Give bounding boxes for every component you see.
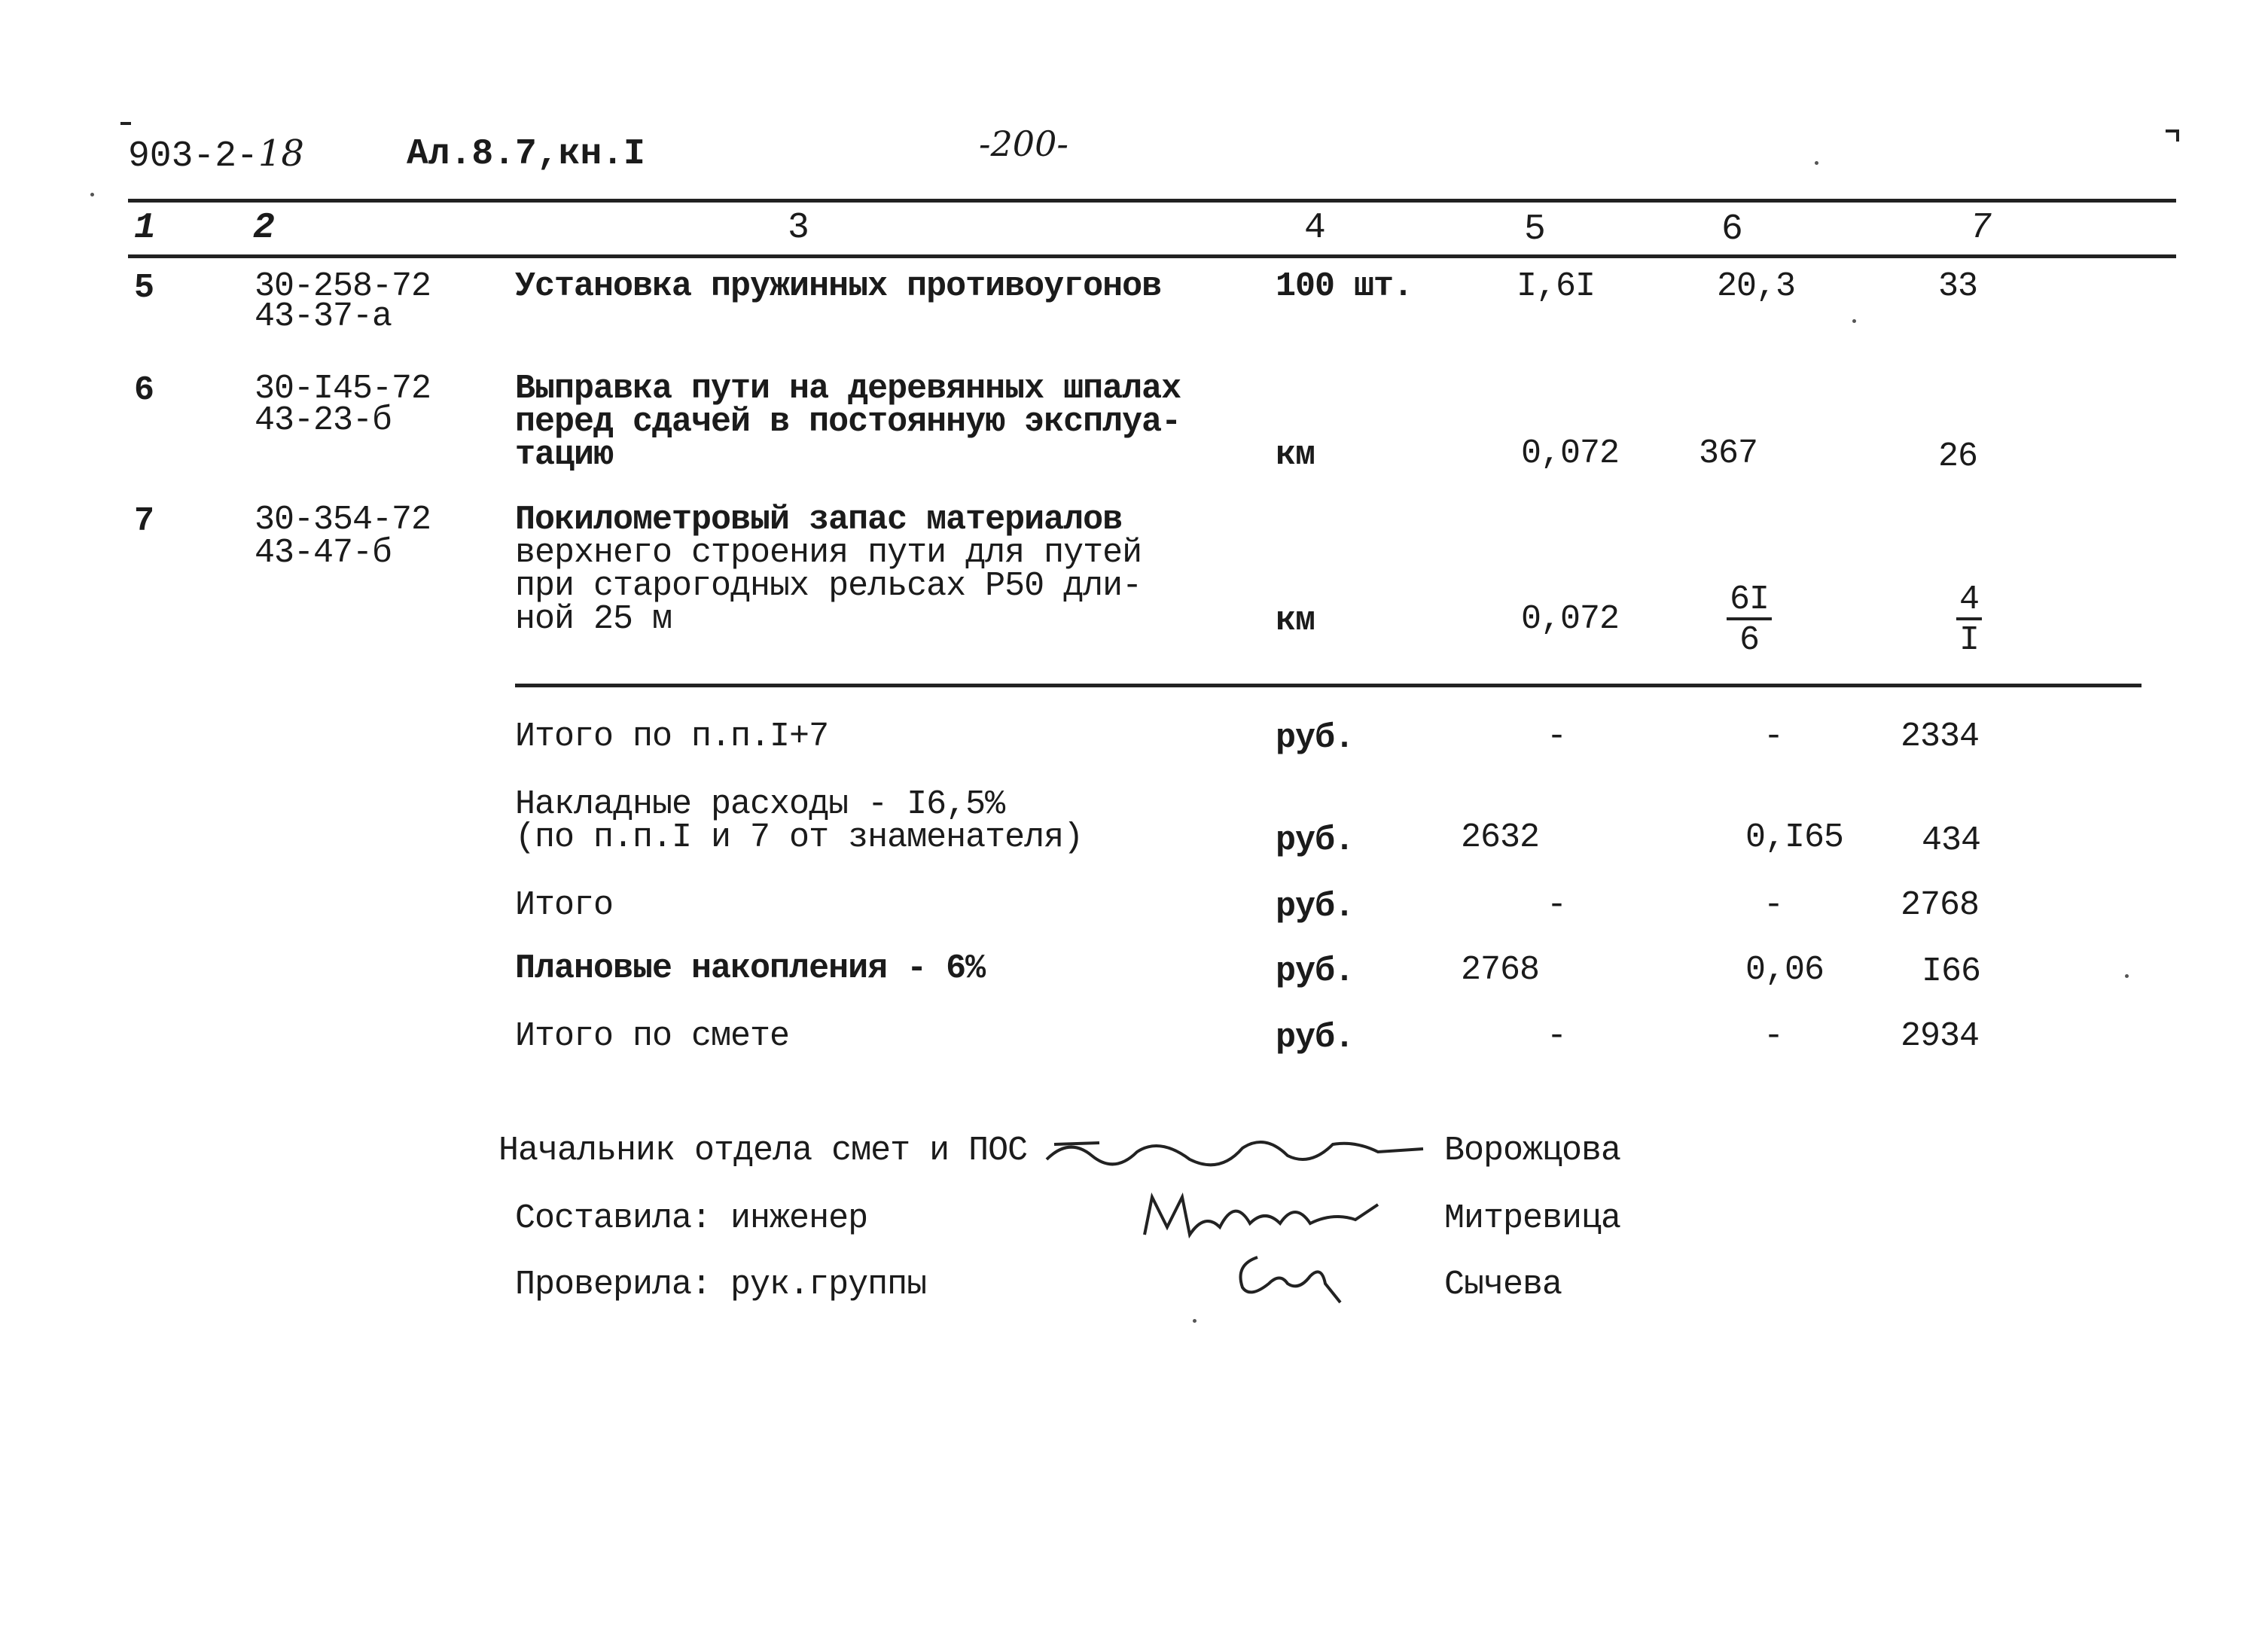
row-code-secondary: 43-47-б [255, 534, 392, 572]
scan-speck [1815, 161, 1818, 165]
row-unit: 100 шт. [1276, 267, 1413, 306]
summary-base: - [1547, 886, 1567, 925]
summary-unit: руб. [1276, 1019, 1355, 1057]
row-quantity: I,6I [1517, 267, 1596, 306]
summary-rate: 0,06 [1745, 951, 1824, 989]
row-description-line: тацию [515, 436, 614, 474]
row-quantity: 0,072 [1521, 434, 1620, 473]
column-number: 6 [1721, 209, 1743, 250]
summary-unit: руб. [1276, 821, 1355, 860]
signature-role: Составила: инженер [515, 1199, 868, 1238]
summary-label-line: Итого по смете [515, 1017, 790, 1056]
row-unit: км [1276, 436, 1315, 474]
corner-mark-left [120, 122, 131, 125]
fraction-numerator: 6I [1727, 583, 1772, 620]
signature-name: Ворожцова [1444, 1132, 1621, 1170]
row-description-line: перед сдачей в постоянную эксплуа- [515, 403, 1181, 441]
handwritten-signature [1227, 1242, 1355, 1310]
column-number: 1 [134, 208, 156, 248]
summary-label-line: Итого [515, 886, 614, 925]
signature-name: Сычева [1444, 1266, 1562, 1304]
album-reference: Ал.8.7,кн.I [407, 134, 645, 175]
signature-role: Проверила: рук.группы [515, 1266, 927, 1304]
column-number: 7 [1970, 208, 1992, 248]
document-code [128, 133, 304, 177]
document-code-typed: 903-2- [128, 136, 258, 177]
summary-label-line: (по п.п.I и 7 от знаменателя) [515, 818, 1084, 857]
row-number: 6 [134, 371, 154, 410]
row-unit-price: 367 [1699, 434, 1758, 473]
row-quantity: 0,072 [1521, 600, 1620, 638]
document-code-handwritten: 18 [258, 133, 304, 175]
handwritten-signature [1137, 1182, 1393, 1250]
row-unit-price-fraction [1714, 580, 1785, 660]
column-number: 5 [1524, 209, 1546, 250]
row-number: 5 [134, 269, 154, 307]
summary-amount: 2334 [1901, 717, 1980, 756]
summary-label-line: Плановые накопления - 6% [515, 949, 986, 988]
signature-name: Митревица [1444, 1199, 1621, 1238]
scan-speck [2125, 974, 2129, 978]
fraction-denominator: 6 [1739, 621, 1759, 660]
row-unit-price: 20,3 [1717, 267, 1796, 306]
row-unit: км [1276, 602, 1315, 640]
summary-rule [515, 684, 2141, 687]
scan-speck [1852, 319, 1856, 323]
scan-speck [1193, 1319, 1196, 1323]
summary-amount: 2768 [1901, 886, 1980, 925]
summary-rate: 0,I65 [1745, 818, 1844, 857]
column-number: 4 [1304, 208, 1326, 248]
row-description-line: Выправка пути на деревянных шпалах [515, 370, 1181, 408]
page-number: -200- [979, 123, 1068, 164]
summary-amount: 2934 [1901, 1017, 1980, 1056]
row-description-line: Установка пружинных противоугонов [515, 267, 1162, 306]
summary-amount: 434 [1922, 821, 1981, 860]
summary-base: - [1547, 1017, 1567, 1056]
row-code-secondary: 43-23-б [255, 401, 392, 440]
header-rule-bottom [128, 254, 2176, 258]
summary-base: 2632 [1461, 818, 1540, 857]
row-number: 7 [134, 502, 154, 541]
fraction-numerator: 4 [1956, 583, 1982, 620]
row-description-line: Покилометровый запас материалов [515, 501, 1123, 539]
row-description-line: верхнего строения пути для путей [515, 534, 1142, 572]
row-total: 33 [1938, 267, 1978, 306]
summary-label-line: Накладные расходы - I6,5% [515, 785, 1005, 824]
row-total-fraction [1943, 580, 1995, 660]
handwritten-signature [1039, 1122, 1431, 1182]
summary-unit: руб. [1276, 952, 1355, 991]
row-code-primary: 30-354-72 [255, 501, 431, 539]
summary-label-line: Итого по п.п.I+7 [515, 717, 829, 756]
summary-rate: - [1763, 886, 1784, 925]
row-code-primary: 30-258-72 [255, 267, 431, 306]
summary-unit: руб. [1276, 888, 1355, 926]
summary-rate: - [1763, 1017, 1784, 1056]
summary-base: - [1547, 717, 1567, 756]
corner-mark-right-tick [2176, 129, 2179, 142]
scan-speck [90, 193, 94, 196]
column-number: 3 [788, 208, 809, 248]
summary-amount: I66 [1922, 952, 1981, 991]
header-rule-top [128, 199, 2176, 203]
summary-base: 2768 [1461, 951, 1540, 989]
row-code-primary: 30-I45-72 [255, 370, 431, 408]
row-description-line: при старогодных рельсах Р50 дли- [515, 567, 1142, 605]
column-number: 2 [253, 208, 275, 248]
signature-role: Начальник отдела смет и ПОС [498, 1132, 1028, 1170]
row-code-secondary: 43-37-а [255, 297, 392, 336]
row-total: 26 [1938, 437, 1978, 476]
fraction-denominator: I [1959, 621, 1979, 660]
summary-unit: руб. [1276, 719, 1355, 757]
summary-rate: - [1763, 717, 1784, 756]
row-description-line: ной 25 м [515, 600, 672, 638]
